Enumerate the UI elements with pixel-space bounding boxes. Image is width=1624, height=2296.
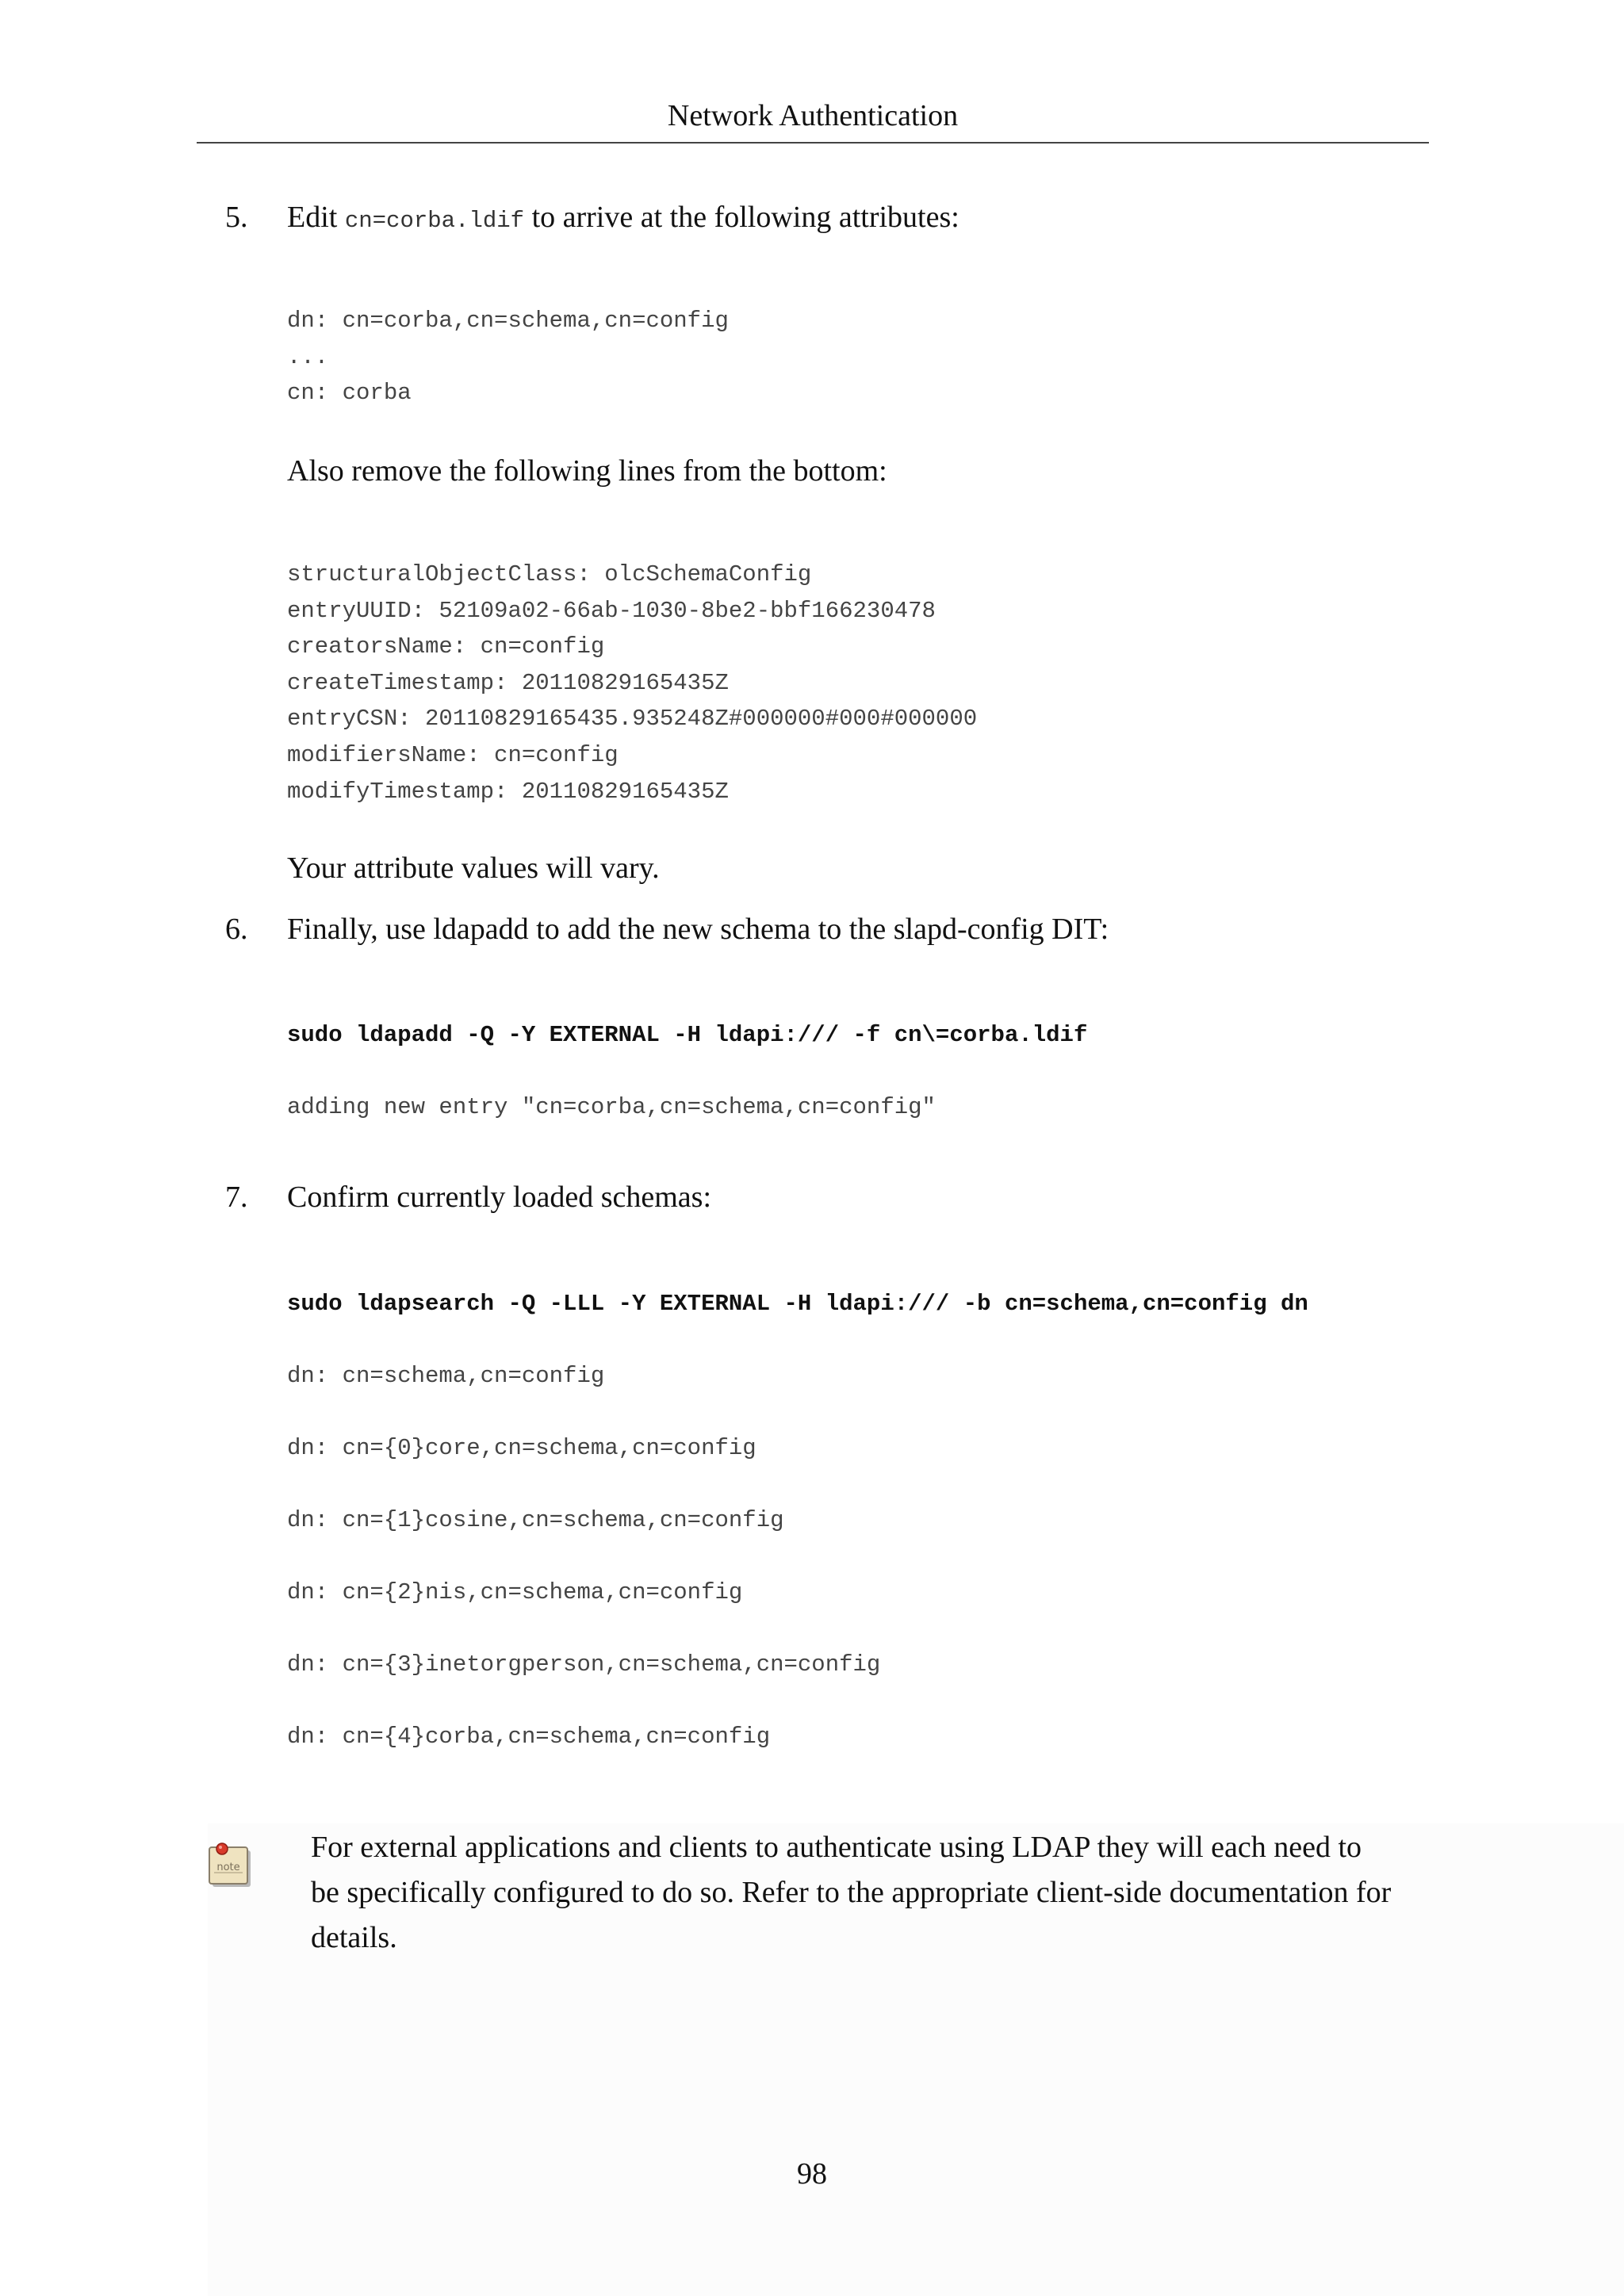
code-line: ... (287, 343, 329, 370)
remove-lines-text: Also remove the following lines from the bottom: (287, 454, 887, 488)
ldapsearch-output-line: dn: cn={3}inetorgperson,cn=schema,cn=config (287, 1651, 881, 1678)
ldapsearch-output-line: dn: cn=schema,cn=config (287, 1363, 605, 1389)
step-5-number: 5. (225, 201, 248, 234)
code-line: cn: corba (287, 380, 412, 407)
ldapadd-output: adding new entry "cn=corba,cn=schema,cn=config" (287, 1094, 936, 1120)
code-line: structuralObjectClass: olcSchemaConfig (287, 561, 812, 587)
step-7-number: 7. (225, 1181, 248, 1214)
code-block-attributes (287, 303, 729, 411)
ldapsearch-command: sudo ldapsearch -Q -LLL -Y EXTERNAL -H ldapi:/// -b cn=schema,cn=config dn (287, 1291, 1308, 1317)
code-line: modifyTimestamp: 20110829165435Z (287, 778, 729, 805)
running-header: Network Authentication (667, 99, 959, 132)
note-icon-label: note (216, 1862, 240, 1873)
step-5-text-before: Edit (287, 201, 345, 234)
note-text: For external applications and clients to authenticate using LDAP they will each need to be specifically configured to do so. Refer to the appropriate client-side documentation for details. (311, 1831, 1392, 1954)
ldapsearch-output-line: dn: cn={4}corba,cn=schema,cn=config (287, 1724, 771, 1750)
code-line: creatorsName: cn=config (287, 633, 605, 660)
values-vary-text: Your attribute values will vary. (287, 851, 660, 885)
code-line: entryUUID: 52109a02-66ab-1030-8be2-bbf166230478 (287, 597, 936, 624)
step-5-text (287, 198, 959, 240)
page-number: 98 (797, 2157, 827, 2191)
ldapadd-command: sudo ldapadd -Q -Y EXTERNAL -H ldapi:/// -f cn\=corba.ldif (287, 1022, 1088, 1048)
header-divider (197, 142, 1429, 144)
ldapsearch-output-line: dn: cn={0}core,cn=schema,cn=config (287, 1435, 756, 1461)
ldapsearch-output-line: dn: cn={2}nis,cn=schema,cn=config (287, 1579, 743, 1605)
step-5-text-after: to arrive at the following attributes: (524, 201, 959, 234)
code-line: createTimestamp: 20110829165435Z (287, 669, 729, 696)
inline-code-filename: cn=corba.ldif (344, 208, 525, 234)
code-line: modifiersName: cn=config (287, 741, 619, 768)
code-block-remove-lines (287, 557, 977, 809)
ldapsearch-output-line: dn: cn={1}cosine,cn=schema,cn=config (287, 1507, 784, 1533)
code-line: entryCSN: 20110829165435.935248Z#000000#000#000000 (287, 706, 978, 733)
step-6-text: Finally, use ldapadd to add the new schema to the slapd-config DIT: (287, 913, 1109, 946)
note-icon (208, 1841, 254, 1890)
step-6-number: 6. (225, 913, 248, 946)
code-line: dn: cn=corba,cn=schema,cn=config (287, 308, 729, 334)
step-7-text: Confirm currently loaded schemas: (287, 1181, 712, 1214)
